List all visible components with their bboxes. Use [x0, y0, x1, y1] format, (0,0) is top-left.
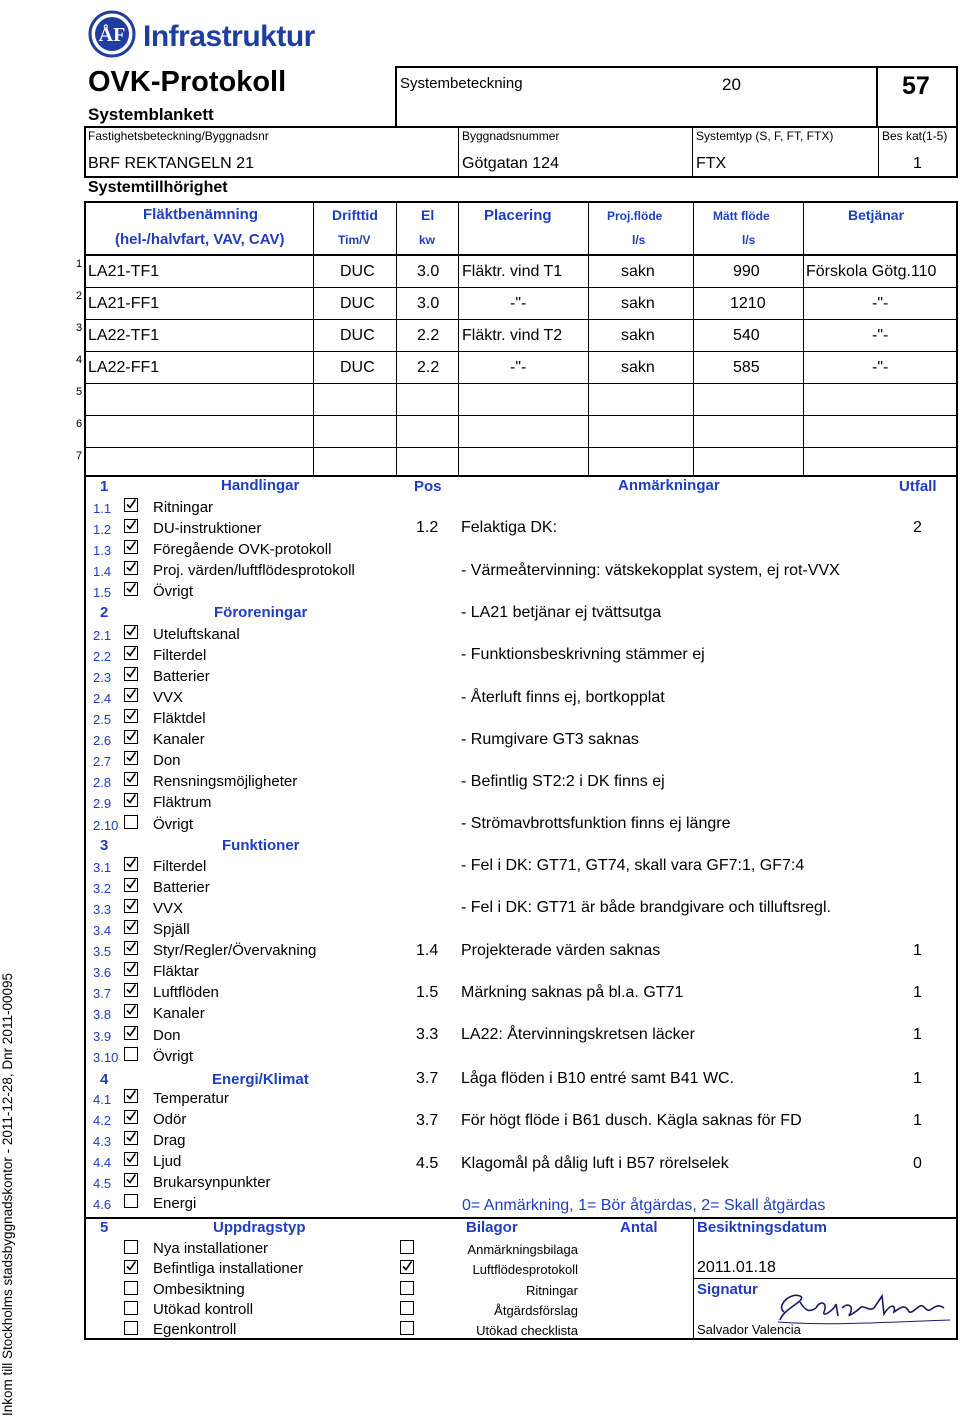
uppdrag-checkbox[interactable] — [124, 1240, 138, 1254]
checkbox-1-3[interactable] — [124, 540, 138, 554]
checkbox-3-9[interactable] — [124, 1026, 138, 1040]
bilaga-label: Anmärkningsbilaga — [467, 1242, 578, 1257]
fan-row-divider — [84, 383, 958, 384]
item-label: Filterdel — [153, 858, 207, 875]
item-number: 2.3 — [93, 670, 112, 685]
systembeteckning-value: 20 — [722, 75, 741, 94]
byggnadsnummer-label: Byggnadsnummer — [462, 129, 560, 143]
fan-col-divider — [803, 202, 804, 475]
fan-cell-plac: -"- — [510, 295, 527, 312]
systemtyp-label: Systemtyp (S, F, FT, FTX) — [696, 129, 834, 143]
section-4-title: Energi/Klimat — [212, 1071, 309, 1088]
item-label: Odör — [153, 1111, 187, 1128]
pos-header: Pos — [414, 478, 442, 495]
item-label: Energi — [153, 1195, 197, 1212]
fan-row-number: 4 — [76, 354, 83, 366]
fan-cell-betj: -"- — [872, 327, 889, 344]
checkbox-1-1[interactable] — [124, 498, 138, 512]
fan-row-number: 1 — [76, 258, 83, 270]
besiktningsdatum-value: 2011.01.18 — [697, 1259, 776, 1276]
remark-utfall: 2 — [913, 519, 922, 536]
anmarkningar-header: Anmärkningar — [618, 477, 720, 494]
fan-cell-matt: 540 — [733, 327, 760, 344]
checkbox-2-3[interactable] — [124, 667, 138, 681]
bilaga-label: Luftflödesprotokoll — [472, 1262, 578, 1277]
fan-row-number: 7 — [76, 450, 83, 462]
systembeteckning-label: Systembeteckning — [400, 75, 523, 92]
uppdrag-checkbox[interactable] — [124, 1301, 138, 1315]
item-label: Föregående OVK-protokoll — [153, 541, 332, 558]
remark-text: - LA21 betjänar ej tvättsutga — [461, 604, 662, 621]
item-number: 3.2 — [93, 881, 112, 896]
fastighet-value: BRF REKTANGELN 21 — [88, 155, 254, 172]
fan-col-divider — [313, 202, 314, 475]
section-2-title: Föroreningar — [214, 604, 308, 621]
checkbox-1-5[interactable] — [124, 582, 138, 596]
beskat-label: Bes kat(1-5) — [882, 129, 948, 143]
checkbox-2-8[interactable] — [124, 772, 138, 786]
item-label: Batterier — [153, 879, 210, 896]
item-label: Ljud — [153, 1153, 182, 1170]
byggnadsnummer-value: Götgatan 124 — [462, 155, 559, 172]
item-number: 2.1 — [93, 628, 112, 643]
item-label: Övrigt — [153, 1048, 194, 1065]
item-number: 2.6 — [93, 733, 112, 748]
side-stamp-text: Inkom till Stockholms stadsbyggnadskontor - 2011-12-28, Dnr 2011-00095 — [0, 973, 15, 1416]
checkbox-3-8[interactable] — [124, 1004, 138, 1018]
systemtillhorighet-label: Systemtillhörighet — [88, 179, 228, 196]
item-label: Temperatur — [153, 1090, 229, 1107]
remark-text: - Återluft finns ej, bortkopplat — [461, 689, 665, 706]
bilaga-label: Åtgärdsförslag — [494, 1303, 578, 1318]
signature-name: Salvador Valencia — [697, 1322, 801, 1337]
fan-header-name-sub: (hel-/halvfart, VAV, CAV) — [115, 231, 285, 248]
fan-cell-plac: -"- — [510, 359, 527, 376]
fan-row-divider — [84, 319, 958, 320]
remark-text: Märkning saknas på bl.a. GT71 — [461, 984, 684, 1001]
item-label: Luftflöden — [153, 984, 219, 1001]
remark-text: - Funktionsbeskrivning stämmer ej — [461, 646, 705, 663]
bilaga-label: Ritningar — [525, 1283, 578, 1298]
item-number: 3.9 — [93, 1029, 112, 1044]
item-label: Övrigt — [153, 583, 194, 600]
fan-row-number: 6 — [76, 418, 83, 430]
item-number: 1.1 — [93, 501, 112, 516]
checkbox-3-6[interactable] — [124, 962, 138, 976]
checkbox-4-4[interactable] — [124, 1152, 138, 1166]
fan-header-mattflode-unit: l/s — [742, 233, 756, 247]
bilaga-label: Utökad checklista — [476, 1323, 578, 1338]
checkbox-4-1[interactable] — [124, 1089, 138, 1103]
remark-pos: 3.7 — [416, 1070, 439, 1087]
remark-text: - Rumgivare GT3 saknas — [461, 731, 639, 748]
fan-header-drifttid: Drifttid — [332, 207, 378, 223]
remark-text: Projekterade värden saknas — [461, 942, 661, 959]
remark-pos: 3.3 — [416, 1026, 439, 1043]
section-1-num: 1 — [100, 478, 109, 495]
item-label: Fläktrum — [153, 794, 212, 811]
checkbox-2-10[interactable] — [124, 815, 138, 829]
fan-col-divider — [693, 202, 694, 475]
item-number: 3.10 — [93, 1050, 119, 1065]
remark-text: - Befintlig ST2:2 i DK finns ej — [461, 773, 665, 790]
item-label: Ritningar — [153, 499, 214, 516]
fan-cell-drift: DUC — [340, 327, 375, 344]
uppdrag-label: Egenkontroll — [153, 1321, 237, 1338]
item-number: 1.5 — [93, 585, 112, 600]
fan-header-projflode-unit: l/s — [632, 233, 646, 247]
remark-utfall: 1 — [913, 1026, 922, 1043]
remark-pos: 4.5 — [416, 1155, 439, 1172]
checkbox-3-7[interactable] — [124, 983, 138, 997]
fan-cell-betj: Förskola Götg.110 — [806, 263, 937, 280]
fan-cell-name: LA21-TF1 — [88, 263, 160, 280]
checkbox-2-2[interactable] — [124, 646, 138, 660]
checkbox-4-3[interactable] — [124, 1131, 138, 1145]
remark-utfall: 1 — [913, 1112, 922, 1129]
checkbox-3-1[interactable] — [124, 857, 138, 871]
checkbox-4-2[interactable] — [124, 1110, 138, 1124]
checkbox-4-6[interactable] — [124, 1194, 138, 1208]
item-label: Rensningsmöjligheter — [153, 773, 298, 790]
fan-header-betjanar: Betjänar — [848, 207, 905, 223]
systembeteckning-number: 57 — [902, 72, 930, 100]
item-number: 4.1 — [93, 1092, 112, 1107]
fan-row-number: 3 — [76, 322, 83, 334]
item-number: 2.8 — [93, 775, 112, 790]
fan-col-divider — [458, 202, 459, 475]
section-3-num: 3 — [100, 837, 109, 854]
item-number: 2.9 — [93, 796, 112, 811]
antal-header: Antal — [620, 1219, 658, 1236]
signatur-label: Signatur — [697, 1281, 758, 1298]
remark-utfall: 1 — [913, 984, 922, 1001]
item-number: 4.4 — [93, 1155, 112, 1170]
checkbox-2-4[interactable] — [124, 688, 138, 702]
item-number: 3.7 — [93, 986, 112, 1001]
item-label: Fläktdel — [153, 710, 206, 727]
item-number: 3.8 — [93, 1007, 112, 1022]
item-number: 4.6 — [93, 1197, 112, 1212]
remark-text: - Värmeåtervinning: vätskekopplat system, ej rot-VVX — [461, 562, 840, 579]
remark-utfall: 0 — [913, 1155, 922, 1172]
svg-text:ÅF: ÅF — [98, 24, 126, 46]
fan-row-number: 5 — [76, 386, 83, 398]
bilaga-checkbox[interactable] — [400, 1321, 414, 1335]
item-label: Uteluftskanal — [153, 626, 240, 643]
fan-cell-name: LA22-TF1 — [88, 327, 160, 344]
section-3-title: Funktioner — [222, 837, 300, 854]
item-number: 1.2 — [93, 522, 112, 537]
section-4-num: 4 — [100, 1071, 109, 1088]
remark-utfall: 1 — [913, 1070, 922, 1087]
item-label: Spjäll — [153, 921, 190, 938]
fan-cell-proj: sakn — [621, 327, 655, 344]
section-5-num: 5 — [100, 1219, 109, 1236]
fan-row-divider — [84, 447, 958, 448]
fan-row-divider — [84, 415, 958, 416]
remark-pos: 1.4 — [416, 942, 439, 959]
bilagor-header: Bilagor — [466, 1219, 518, 1236]
item-label: Kanaler — [153, 1005, 205, 1022]
checkbox-2-7[interactable] — [124, 751, 138, 765]
systemtyp-value: FTX — [696, 155, 727, 172]
page-title: OVK-Protokoll — [88, 66, 287, 98]
remark-text: LA22: Återvinningskretsen läcker — [461, 1026, 695, 1043]
item-label: DU-instruktioner — [153, 520, 262, 537]
item-label: Don — [153, 752, 181, 769]
fastighet-label: Fastighetsbeteckning/Byggnadsnr — [88, 129, 269, 143]
fan-cell-drift: DUC — [340, 295, 375, 312]
bilaga-checkbox[interactable] — [400, 1260, 414, 1274]
item-number: 2.5 — [93, 712, 112, 727]
side-stamp — [0, 936, 17, 1416]
checkbox-2-9[interactable] — [124, 793, 138, 807]
uppdrag-checkbox[interactable] — [124, 1281, 138, 1295]
fan-row-number: 2 — [76, 290, 83, 302]
bilaga-checkbox[interactable] — [400, 1240, 414, 1254]
remark-text: För högt flöde i B61 dusch. Kägla saknas för FD — [461, 1112, 802, 1129]
fan-header-placering: Placering — [484, 207, 552, 224]
uppdrag-label: Befintliga installationer — [153, 1260, 304, 1277]
fan-row-divider — [84, 351, 958, 352]
item-label: Kanaler — [153, 731, 205, 748]
fan-cell-proj: sakn — [621, 263, 655, 280]
bilaga-checkbox[interactable] — [400, 1281, 414, 1295]
fan-cell-matt: 990 — [733, 263, 760, 280]
item-label: VVX — [153, 689, 184, 706]
checkbox-2-1[interactable] — [124, 625, 138, 639]
fan-cell-el: 3.0 — [417, 263, 440, 280]
uppdrag-checkbox[interactable] — [124, 1260, 138, 1274]
uppdrag-label: Ombesiktning — [153, 1281, 245, 1298]
af-emblem-icon — [87, 10, 137, 58]
section-2-num: 2 — [100, 604, 109, 621]
checkbox-3-10[interactable] — [124, 1047, 138, 1061]
checkbox-1-2[interactable] — [124, 519, 138, 533]
checkbox-3-3[interactable] — [124, 899, 138, 913]
remark-text: - Fel i DK: GT71, GT74, skall vara GF7:1, GF7:4 — [461, 857, 805, 874]
item-number: 2.2 — [93, 649, 112, 664]
remark-utfall: 1 — [913, 942, 922, 959]
remark-text: Klagomål på dålig luft i B57 rörelselek — [461, 1155, 729, 1172]
checkbox-3-4[interactable] — [124, 920, 138, 934]
fan-header-el-unit: kw — [419, 233, 436, 247]
fan-header-mattflode: Mätt flöde — [713, 209, 770, 223]
item-number: 2.7 — [93, 754, 112, 769]
besiktningsdatum-label: Besiktningsdatum — [697, 1219, 828, 1236]
checkbox-3-2[interactable] — [124, 878, 138, 892]
item-number: 4.5 — [93, 1176, 112, 1191]
fan-header-el: El — [421, 207, 435, 223]
checkbox-2-5[interactable] — [124, 709, 138, 723]
item-number: 4.2 — [93, 1113, 112, 1128]
fan-cell-name: LA22-FF1 — [88, 359, 160, 376]
fan-cell-drift: DUC — [340, 263, 375, 280]
item-label: Övrigt — [153, 816, 194, 833]
uppdrag-label: Utökad kontroll — [153, 1301, 254, 1318]
fan-cell-matt: 1210 — [730, 295, 766, 312]
checkbox-3-5[interactable] — [124, 941, 138, 955]
remark-text: Felaktiga DK: — [461, 519, 558, 536]
fan-cell-el: 3.0 — [417, 295, 440, 312]
fan-cell-name: LA21-FF1 — [88, 295, 160, 312]
fan-cell-proj: sakn — [621, 295, 655, 312]
remark-pos: 1.5 — [416, 984, 439, 1001]
checkbox-1-4[interactable] — [124, 561, 138, 575]
item-number: 3.3 — [93, 902, 112, 917]
utfall-legend: 0= Anmärkning, 1= Bör åtgärdas, 2= Skall åtgärdas — [462, 1197, 826, 1214]
uppdrag-label: Nya installationer — [153, 1240, 269, 1257]
page-subtitle: Systemblankett — [88, 105, 214, 124]
item-label: Styr/Regler/Övervakning — [153, 942, 317, 959]
remark-text: - Strömavbrottsfunktion finns ej längre — [461, 815, 731, 832]
item-number: 1.4 — [93, 564, 112, 579]
fan-cell-el: 2.2 — [417, 327, 440, 344]
fan-cell-betj: -"- — [872, 359, 889, 376]
item-number: 4.3 — [93, 1134, 112, 1149]
fan-cell-proj: sakn — [621, 359, 655, 376]
item-label: Filterdel — [153, 647, 207, 664]
item-label: Drag — [153, 1132, 186, 1149]
fan-cell-drift: DUC — [340, 359, 375, 376]
fan-col-divider — [396, 202, 397, 475]
utfall-header: Utfall — [899, 478, 937, 495]
fan-header-projflode: Proj.flöde — [607, 209, 663, 223]
fan-header-drifttid-unit: Tim/V — [338, 233, 371, 247]
item-label: VVX — [153, 900, 184, 917]
fan-col-divider — [588, 202, 589, 475]
uppdrag-checkbox[interactable] — [124, 1321, 138, 1335]
item-number: 2.4 — [93, 691, 112, 706]
item-label: Brukarsynpunkter — [153, 1174, 271, 1191]
fan-header-name: Fläktbenämning — [143, 206, 259, 223]
fan-cell-el: 2.2 — [417, 359, 440, 376]
logo-text: Infrastruktur — [143, 20, 315, 53]
section-5-title: Uppdragstyp — [213, 1219, 306, 1236]
fan-cell-plac: Fläktr. vind T1 — [462, 263, 563, 280]
fan-cell-plac: Fläktr. vind T2 — [462, 327, 563, 344]
item-number: 3.4 — [93, 923, 112, 938]
fan-cell-betj: -"- — [872, 295, 889, 312]
item-label: Fläktar — [153, 963, 199, 980]
remark-text: Låga flöden i B10 entré samt B41 WC. — [461, 1070, 735, 1087]
fan-cell-matt: 585 — [733, 359, 760, 376]
beskat-value: 1 — [913, 155, 922, 172]
item-number: 3.5 — [93, 944, 112, 959]
section-1-title: Handlingar — [221, 477, 300, 494]
logo — [85, 8, 315, 60]
item-label: Batterier — [153, 668, 210, 685]
checkbox-4-5[interactable] — [124, 1173, 138, 1187]
item-number: 3.6 — [93, 965, 112, 980]
item-number: 1.3 — [93, 543, 112, 558]
remark-pos: 1.2 — [416, 519, 439, 536]
remark-pos: 3.7 — [416, 1112, 439, 1129]
item-number: 3.1 — [93, 860, 112, 875]
bilaga-checkbox[interactable] — [400, 1301, 414, 1315]
item-label: Proj. värden/luftflödesprotokoll — [153, 562, 355, 579]
checkbox-2-6[interactable] — [124, 730, 138, 744]
remark-text: - Fel i DK: GT71 är både brandgivare och tilluftsregl. — [461, 899, 831, 916]
item-label: Don — [153, 1027, 181, 1044]
item-number: 2.10 — [93, 818, 119, 833]
fan-row-divider — [84, 287, 958, 288]
